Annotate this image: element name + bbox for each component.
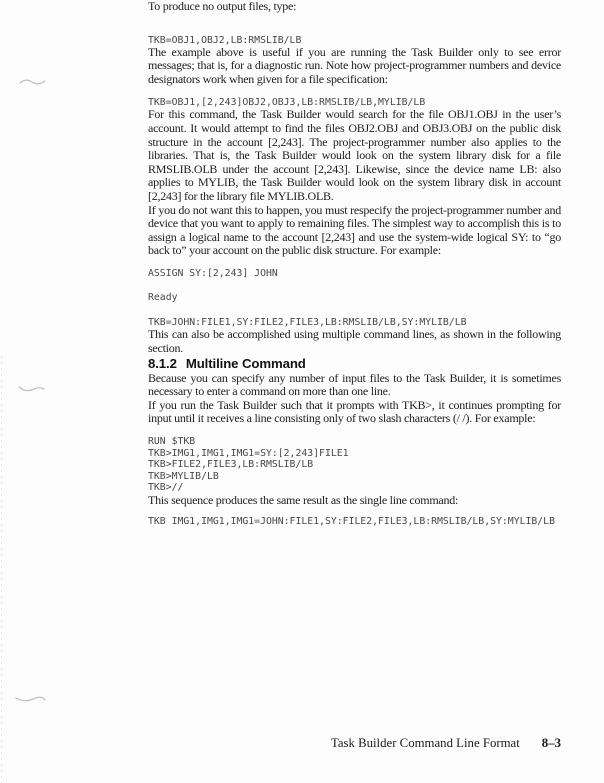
code-line-tkb-prompt-2: TKB>FILE2,FILE3,LB:RMSLIB/LB — [148, 459, 314, 471]
margin-squiggle-mark — [15, 692, 47, 706]
paragraph-intro: To produce no output files, type: — [148, 0, 297, 13]
paragraph-example-note: The example above is useful if you are running the Task Builder only to see error messages; that is, for a diagnostic run. Note how project-programmer numbers and device designators work when given for a file specification: — [148, 44, 561, 86]
footer-running-title: Task Builder Command Line Format — [330, 736, 520, 750]
code-line-single-equivalent: TKB IMG1,IMG1,IMG1=JOHN:FILE1,SY:FILE2,FILE3,LB:RMSLIB/LB,SY:MYLIB/LB — [148, 515, 555, 527]
code-line-ppn-example: TKB=OBJ1,[2,243]OBJ2,OBJ3,LB:RMSLIB/LB,MYLIB/LB — [148, 97, 426, 109]
paragraph-same-result: This sequence produces the same result as the single line command: — [148, 492, 459, 507]
page-body — [148, 0, 561, 527]
page-footer — [331, 736, 561, 751]
margin-squiggle-mark — [19, 75, 47, 89]
code-line-no-output: TKB=OBJ1,OBJ2,LB:RMSLIB/LB — [148, 34, 302, 46]
code-line-run-tkb: RUN $TKB — [148, 435, 196, 447]
section-title: Multiline Command — [185, 355, 306, 371]
margin-squiggle-mark — [18, 382, 46, 396]
footer-page-number: 8–3 — [541, 736, 561, 750]
paragraph-multiline-reason: Because you can specify any number of input files to the Task Builder, it is sometimes necessary to enter a command on more than one line. — [148, 370, 561, 399]
code-line-tkb-prompt-1: TKB>IMG1,IMG1,IMG1=SY:[2,243]FILE1 — [148, 447, 349, 459]
page-edge-artifact — [1, 356, 2, 783]
paragraph-also-accomplished: This can also be accomplished using multiple command lines, as shown in the following section. — [148, 327, 561, 355]
section-heading — [148, 356, 561, 372]
code-line-tkb-prompt-3: TKB>MYLIB/LB — [148, 470, 219, 482]
code-line-tkb-john: TKB=JOHN:FILE1,SY:FILE2,FILE3,LB:RMSLIB/LB,SY:MYLIB/LB — [148, 317, 467, 329]
code-block-multiline-session — [148, 436, 561, 494]
code-line-ready-prompt: Ready — [148, 292, 178, 304]
paragraph-prompting: If you run the Task Builder such that it prompts with TKB>, it continues prompting for input until it receives a line consisting only of two slash characters (/ /). For example: — [148, 397, 561, 426]
code-line-tkb-terminator: TKB>// — [148, 482, 184, 494]
code-line-assign: ASSIGN SY:[2,243] JOHN — [148, 267, 278, 279]
section-number: 8.1.2 — [148, 355, 177, 371]
paragraph-command-explanation: For this command, the Task Builder would search for the file OBJ1.OBJ in the user’s account. It would attempt to find the files OBJ2.OBJ and OBJ3.OBJ on the public disk structure in the account [2,243]. The project-programmer number also applies to the libraries. That is, the Task Builder would look on the system library disk for a file RMSLIB.OLB under the account [2,243]. Likewise, since the device name LB: also applies to MYLIB, the Task Builder would look on the system library disk in account [2,243] for the library file MYLIB.OLB. — [148, 107, 561, 203]
paragraph-respecify: If you do not want this to happen, you must respecify the project-programmer number and device that you want to apply to remaining files. The simplest way to accomplish this is to assign a logical name to the account [2,243] and use the system-wide logical SY: to “go back to” your account on the public disk structure. For example: — [148, 202, 561, 258]
